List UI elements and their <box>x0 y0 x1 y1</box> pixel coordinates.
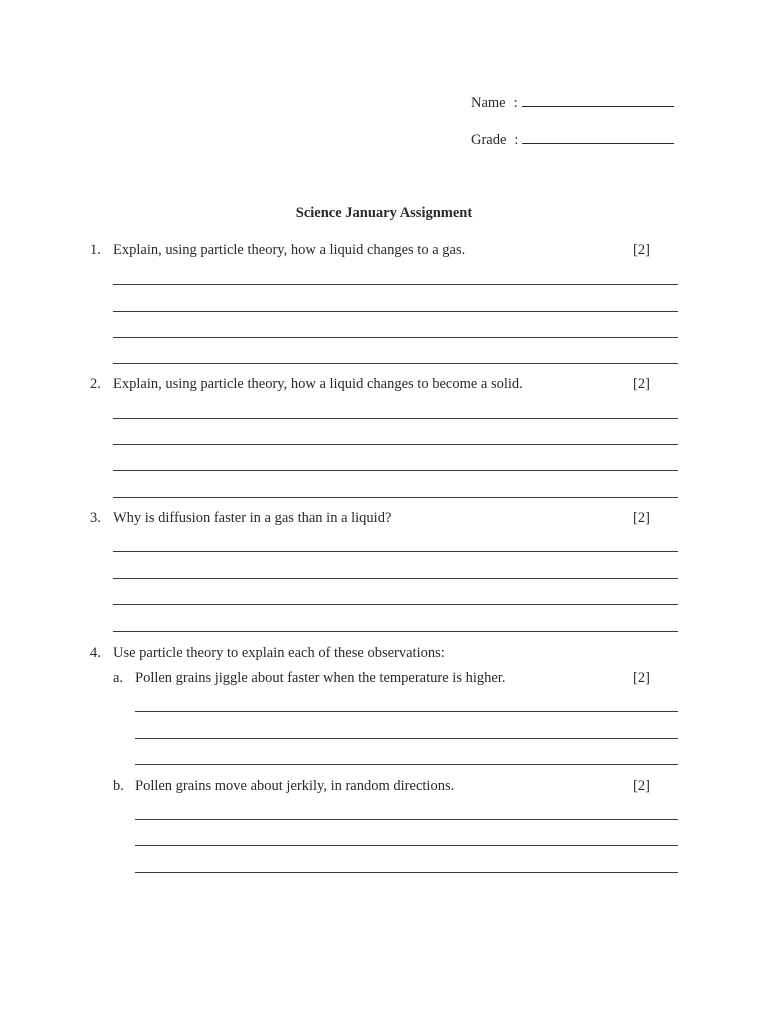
answer-line[interactable] <box>113 337 678 338</box>
question-4a <box>0 670 768 690</box>
answer-line[interactable] <box>113 578 678 579</box>
subquestion-marks: [2] <box>633 778 650 794</box>
question-marks: [2] <box>633 376 650 392</box>
question-text: Explain, using particle theory, how a liquid changes to become a solid. <box>113 376 523 392</box>
question-number: 4. <box>90 645 101 661</box>
answer-line[interactable] <box>113 444 678 445</box>
question-4b <box>0 778 768 798</box>
question-number: 3. <box>90 510 101 526</box>
answer-line[interactable] <box>135 872 678 873</box>
question-2 <box>0 376 768 396</box>
answer-line[interactable] <box>113 631 678 632</box>
question-number: 2. <box>90 376 101 392</box>
question-number: 1. <box>90 242 101 258</box>
subquestion-text: Pollen grains move about jerkily, in random directions. <box>135 778 455 794</box>
grade-field[interactable] <box>471 131 674 149</box>
question-text: Why is diffusion faster in a gas than in a liquid? <box>113 510 392 526</box>
subquestion-text: Pollen grains jiggle about faster when the temperature is higher. <box>135 670 506 686</box>
question-marks: [2] <box>633 510 650 526</box>
answer-line[interactable] <box>113 604 678 605</box>
answer-line[interactable] <box>113 311 678 312</box>
subquestion-letter: a. <box>113 670 124 686</box>
question-text: Use particle theory to explain each of these observations: <box>113 645 445 661</box>
question-1 <box>0 242 768 262</box>
name-separator: : <box>513 95 518 111</box>
subquestion-letter: b. <box>113 778 124 794</box>
answer-line[interactable] <box>135 764 678 765</box>
answer-line[interactable] <box>113 470 678 471</box>
answer-line[interactable] <box>113 418 678 419</box>
answer-line[interactable] <box>113 551 678 552</box>
name-label: Name <box>471 95 506 111</box>
answer-line[interactable] <box>135 738 678 739</box>
grade-separator: : <box>514 132 519 148</box>
question-3 <box>0 510 768 530</box>
answer-line[interactable] <box>113 497 678 498</box>
answer-line[interactable] <box>113 284 678 285</box>
question-text: Explain, using particle theory, how a liquid changes to a gas. <box>113 242 466 258</box>
answer-line[interactable] <box>135 845 678 846</box>
grade-label: Grade <box>471 132 507 148</box>
page-title: Science January Assignment <box>295 205 473 221</box>
answer-line[interactable] <box>113 363 678 364</box>
question-4 <box>0 645 768 665</box>
answer-line[interactable] <box>135 711 678 712</box>
answer-line[interactable] <box>135 819 678 820</box>
name-field[interactable] <box>471 94 674 112</box>
question-marks: [2] <box>633 242 650 258</box>
name-answer-line[interactable] <box>522 94 674 107</box>
subquestion-marks: [2] <box>633 670 650 686</box>
grade-answer-line[interactable] <box>522 131 674 144</box>
